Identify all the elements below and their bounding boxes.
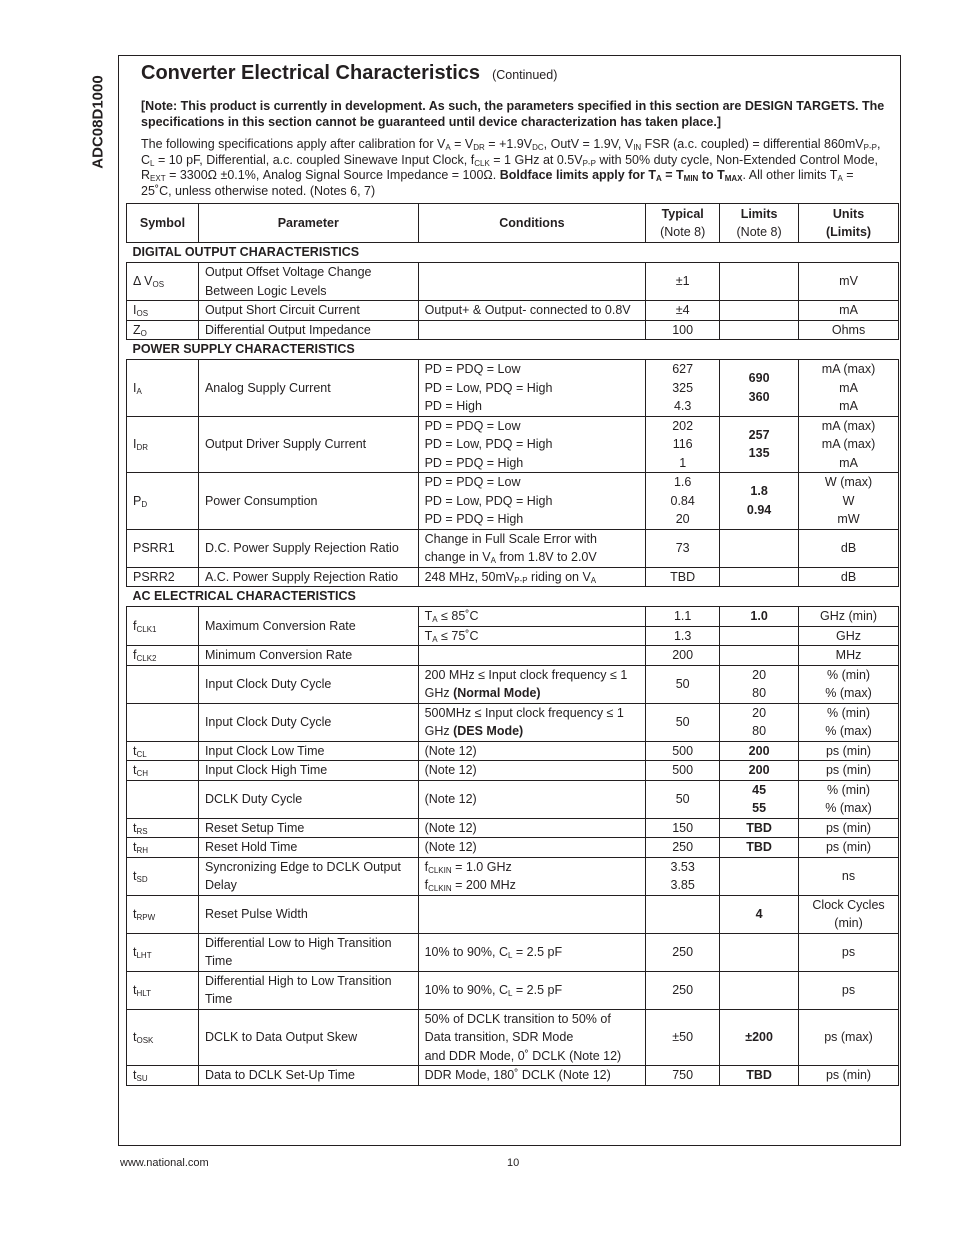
limits-cell: 20 80 (720, 665, 799, 703)
typical-cell: 500 (646, 761, 720, 781)
typical-cell: 50 (646, 703, 720, 741)
limits-cell (720, 529, 799, 567)
parameter-cell: DCLK to Data Output Skew (198, 1009, 418, 1066)
parameter-cell: Differential High to Low Transition Time (198, 971, 418, 1009)
conditions-cell (418, 646, 646, 666)
symbol-cell: $f_{CLK1}$ (127, 607, 199, 646)
electrical-characteristics-table (126, 203, 899, 1086)
typical-cell: 750 (646, 1066, 720, 1086)
parameter-cell: Input Clock Duty Cycle (198, 703, 418, 741)
parameter-cell: Input Clock Low Time (198, 741, 418, 761)
table-row (127, 895, 899, 933)
header-conditions: Conditions (418, 204, 646, 243)
symbol-cell: $f_{CLK2}$ (127, 646, 199, 666)
symbol-cell: $t_{SU}$ (127, 1066, 199, 1086)
units-cell: mV (799, 263, 899, 301)
section-title (141, 62, 557, 85)
side-part-number: ADC08D1000 (89, 75, 107, 169)
symbol-cell: PSRR2 (127, 567, 199, 587)
table-row (127, 933, 899, 971)
conditions-cell (418, 895, 646, 933)
units-cell: ns (799, 857, 899, 895)
parameter-cell: Output Driver Supply Current (198, 416, 418, 473)
parameter-cell: Reset Setup Time (198, 818, 418, 838)
symbol-cell: $Z_O$ (127, 320, 199, 340)
units-cell: mA (max) mA (max) mA (799, 416, 899, 473)
conditions-cell: 10% to 90%, $C_L = 2.5$ pF (418, 933, 646, 971)
header-limits: Limits (Note 8) (720, 204, 799, 243)
limits-cell: ±200 (720, 1009, 799, 1066)
parameter-cell: Differential Low to High Transition Time (198, 933, 418, 971)
symbol-cell: $I_A$ (127, 360, 199, 417)
table-row (127, 473, 899, 530)
typical-cell (646, 895, 720, 933)
limits-cell: 1.0 (720, 607, 799, 627)
conditions-cell: PD = PDQ = Low PD = Low, PDQ = High PD = PDQ = High (418, 416, 646, 473)
limits-cell (720, 857, 799, 895)
limits-cell: TBD (720, 818, 799, 838)
typical-cell: 500 (646, 741, 720, 761)
typical-cell: 627 325 4.3 (646, 360, 720, 417)
parameter-cell: Reset Pulse Width (198, 895, 418, 933)
symbol-cell: $I_{DR}$ (127, 416, 199, 473)
units-cell: ps (max) (799, 1009, 899, 1066)
table-row (127, 263, 899, 301)
units-cell: % (min) % (max) (799, 703, 899, 741)
conditions-cell: 10% to 90%, $C_L = 2.5$ pF (418, 971, 646, 1009)
conditions-cell: (Note 12) (418, 741, 646, 761)
limits-cell (720, 971, 799, 1009)
units-cell: Ohms (799, 320, 899, 340)
units-cell: % (min) % (max) (799, 780, 899, 818)
units-cell: ps (min) (799, 761, 899, 781)
units-cell: ps (min) (799, 818, 899, 838)
table-header-row (127, 204, 899, 243)
units-cell: mA (max) mA mA (799, 360, 899, 417)
header-symbol: Symbol (127, 204, 199, 243)
header-parameter: Parameter (198, 204, 418, 243)
limits-cell: 690 360 (720, 360, 799, 417)
conditions-cell: 200 MHz ≤ Input clock frequency ≤ 1 GHz (Normal Mode) (418, 665, 646, 703)
conditions-cell: (Note 12) (418, 761, 646, 781)
limits-cell: 200 (720, 761, 799, 781)
parameter-cell: Analog Supply Current (198, 360, 418, 417)
parameter-cell: Output Offset Voltage Change Between Logic Levels (198, 263, 418, 301)
limits-cell: 20 80 (720, 703, 799, 741)
typical-cell: 50 (646, 665, 720, 703)
limits-cell (720, 646, 799, 666)
table-row (127, 665, 899, 703)
symbol-cell: $I_{OS}$ (127, 301, 199, 321)
conditions-cell: 248 MHz, $50mV_{P-P}$ riding on $V_A$ (418, 567, 646, 587)
symbol-cell: $t_{SD}$ (127, 857, 199, 895)
typical-cell: 1.3 (646, 626, 720, 646)
title-text: Converter Electrical Characteristics (141, 62, 481, 84)
typical-cell: 73 (646, 529, 720, 567)
section-heading: DIGITAL OUTPUT CHARACTERISTICS (127, 243, 899, 263)
typical-cell: 250 (646, 971, 720, 1009)
limits-cell: 200 (720, 741, 799, 761)
limits-cell (720, 263, 799, 301)
symbol-cell: Δ $V_{OS}$ (127, 263, 199, 301)
symbol-cell: $t_{LHT}$ (127, 933, 199, 971)
conditions-cell: Output+ & Output- connected to 0.8V (418, 301, 646, 321)
conditions-cell: 50% of DCLK transition to 50% of Data transition, SDR Mode and DDR Mode, 0˚ DCLK (Note 12) (418, 1009, 646, 1066)
symbol-cell (127, 703, 199, 741)
footer-website: www.national.com (120, 1157, 209, 1169)
parameter-cell: Output Short Circuit Current (198, 301, 418, 321)
conditions-cell: (Note 12) (418, 838, 646, 858)
symbol-cell: $t_{HLT}$ (127, 971, 199, 1009)
typical-cell: 3.53 3.85 (646, 857, 720, 895)
table-row (127, 971, 899, 1009)
limits-cell: 45 55 (720, 780, 799, 818)
conditions-cell (418, 320, 646, 340)
table-row (127, 301, 899, 321)
parameter-cell: Input Clock High Time (198, 761, 418, 781)
units-cell: Clock Cycles (min) (799, 895, 899, 933)
limits-cell: TBD (720, 838, 799, 858)
test-conditions-paragraph: The following specifications apply after calibration for $V_A = V_{DR} = +1.9V_{DC}$, OutV = 1.9V, $V_{IN}$ FSR (a.c. coupled) = differential $860mV_{P-P}$, $C_L = 10$ pF, Differential, a.c. coupled Sinewave Input Clock, $f_{CLK} = 1$ GHz at $0.5V_{P-P}$ with 50% duty cycle, Non-Extended Control Mode, $R_{EXT} = 3300\Omega \pm 0.1\%$, Analog Signal Source Impedance = 100Ω. Boldface limits apply for $T_A = T_{MIN}$ to $T_{MAX}$. All other limits $T_A$ = 25˚C, unless otherwise noted. (Notes 6, 7) (141, 137, 881, 198)
conditions-cell: $T_A$ ≤ 85˚C (418, 607, 646, 627)
table-row (127, 360, 899, 417)
units-cell: ps (799, 971, 899, 1009)
table-row (127, 703, 899, 741)
section-heading: POWER SUPPLY CHARACTERISTICS (127, 340, 899, 360)
symbol-cell (127, 780, 199, 818)
units-cell: GHz (min) (799, 607, 899, 627)
conditions-cell: PD = PDQ = Low PD = Low, PDQ = High PD = High (418, 360, 646, 417)
limits-cell: 1.8 0.94 (720, 473, 799, 530)
table-row (127, 838, 899, 858)
table-row (127, 567, 899, 587)
section-header-row (127, 243, 899, 263)
units-cell: MHz (799, 646, 899, 666)
typical-cell: 1.1 (646, 607, 720, 627)
parameter-cell: A.C. Power Supply Rejection Ratio (198, 567, 418, 587)
symbol-cell: $t_{CL}$ (127, 741, 199, 761)
table-row (127, 607, 899, 627)
parameter-cell: Power Consumption (198, 473, 418, 530)
parameter-cell: Maximum Conversion Rate (198, 607, 418, 646)
section-header-row (127, 340, 899, 360)
units-cell: ps (min) (799, 838, 899, 858)
typical-cell: 150 (646, 818, 720, 838)
limits-cell: 257 135 (720, 416, 799, 473)
conditions-cell: Change in Full Scale Error with change in $V_A$ from 1.8V to 2.0V (418, 529, 646, 567)
table-row (127, 1066, 899, 1086)
parameter-cell: Minimum Conversion Rate (198, 646, 418, 666)
table-row (127, 780, 899, 818)
units-cell: mA (799, 301, 899, 321)
parameter-cell: DCLK Duty Cycle (198, 780, 418, 818)
parameter-cell: D.C. Power Supply Rejection Ratio (198, 529, 418, 567)
table-row (127, 741, 899, 761)
typical-cell: 202 116 1 (646, 416, 720, 473)
table-row (127, 818, 899, 838)
units-cell: GHz (799, 626, 899, 646)
conditions-cell: (Note 12) (418, 818, 646, 838)
symbol-cell: $t_{OSK}$ (127, 1009, 199, 1066)
conditions-cell: $T_A$ ≤ 75˚C (418, 626, 646, 646)
table-row (127, 761, 899, 781)
typical-cell: 1.6 0.84 20 (646, 473, 720, 530)
limits-cell (720, 301, 799, 321)
parameter-cell: Data to DCLK Set-Up Time (198, 1066, 418, 1086)
conditions-cell: 500MHz ≤ Input clock frequency ≤ 1 GHz (DES Mode) (418, 703, 646, 741)
typical-cell: 100 (646, 320, 720, 340)
units-cell: ps (min) (799, 1066, 899, 1086)
units-cell: % (min) % (max) (799, 665, 899, 703)
typical-cell: 200 (646, 646, 720, 666)
limits-cell: TBD (720, 1066, 799, 1086)
conditions-cell (418, 263, 646, 301)
symbol-cell: $t_{RPW}$ (127, 895, 199, 933)
conditions-cell: $f_{CLKIN} = 1.0$ GHz $f_{CLKIN} = 200$ MHz (418, 857, 646, 895)
development-note: [Note: This product is currently in development. As such, the parameters specified in this section are DESIGN TARGETS. The specifications in this section cannot be guaranteed until device characterization has taken place.] (141, 99, 885, 129)
limits-cell (720, 320, 799, 340)
limits-cell: 4 (720, 895, 799, 933)
title-continued: (Continued) (492, 68, 558, 82)
section-heading: AC ELECTRICAL CHARACTERISTICS (127, 587, 899, 607)
units-cell: ps (799, 933, 899, 971)
typical-cell: ±50 (646, 1009, 720, 1066)
conditions-cell: (Note 12) (418, 780, 646, 818)
table-row (127, 857, 899, 895)
typical-cell: 50 (646, 780, 720, 818)
parameter-cell: Syncronizing Edge to DCLK Output Delay (198, 857, 418, 895)
header-units: Units (Limits) (799, 204, 899, 243)
typical-cell: TBD (646, 567, 720, 587)
table-row (127, 1009, 899, 1066)
symbol-cell (127, 665, 199, 703)
parameter-cell: Input Clock Duty Cycle (198, 665, 418, 703)
parameter-cell: Reset Hold Time (198, 838, 418, 858)
symbol-cell: PSRR1 (127, 529, 199, 567)
units-cell: dB (799, 529, 899, 567)
symbol-cell: $t_{CH}$ (127, 761, 199, 781)
header-typical: Typical (Note 8) (646, 204, 720, 243)
typical-cell: ±4 (646, 301, 720, 321)
units-cell: ps (min) (799, 741, 899, 761)
table-row (127, 416, 899, 473)
units-cell: dB (799, 567, 899, 587)
units-cell: W (max) W mW (799, 473, 899, 530)
section-header-row (127, 587, 899, 607)
table-row (127, 320, 899, 340)
typical-cell: ±1 (646, 263, 720, 301)
typical-cell: 250 (646, 933, 720, 971)
symbol-cell: $t_{RH}$ (127, 838, 199, 858)
symbol-cell: $t_{RS}$ (127, 818, 199, 838)
typical-cell: 250 (646, 838, 720, 858)
conditions-cell: DDR Mode, 180˚ DCLK (Note 12) (418, 1066, 646, 1086)
limits-cell (720, 567, 799, 587)
conditions-cell: PD = PDQ = Low PD = Low, PDQ = High PD = PDQ = High (418, 473, 646, 530)
limits-cell (720, 626, 799, 646)
parameter-cell: Differential Output Impedance (198, 320, 418, 340)
limits-cell (720, 933, 799, 971)
footer-page-number: 10 (507, 1157, 520, 1169)
table-row (127, 646, 899, 666)
table-row (127, 529, 899, 567)
symbol-cell: $P_D$ (127, 473, 199, 530)
